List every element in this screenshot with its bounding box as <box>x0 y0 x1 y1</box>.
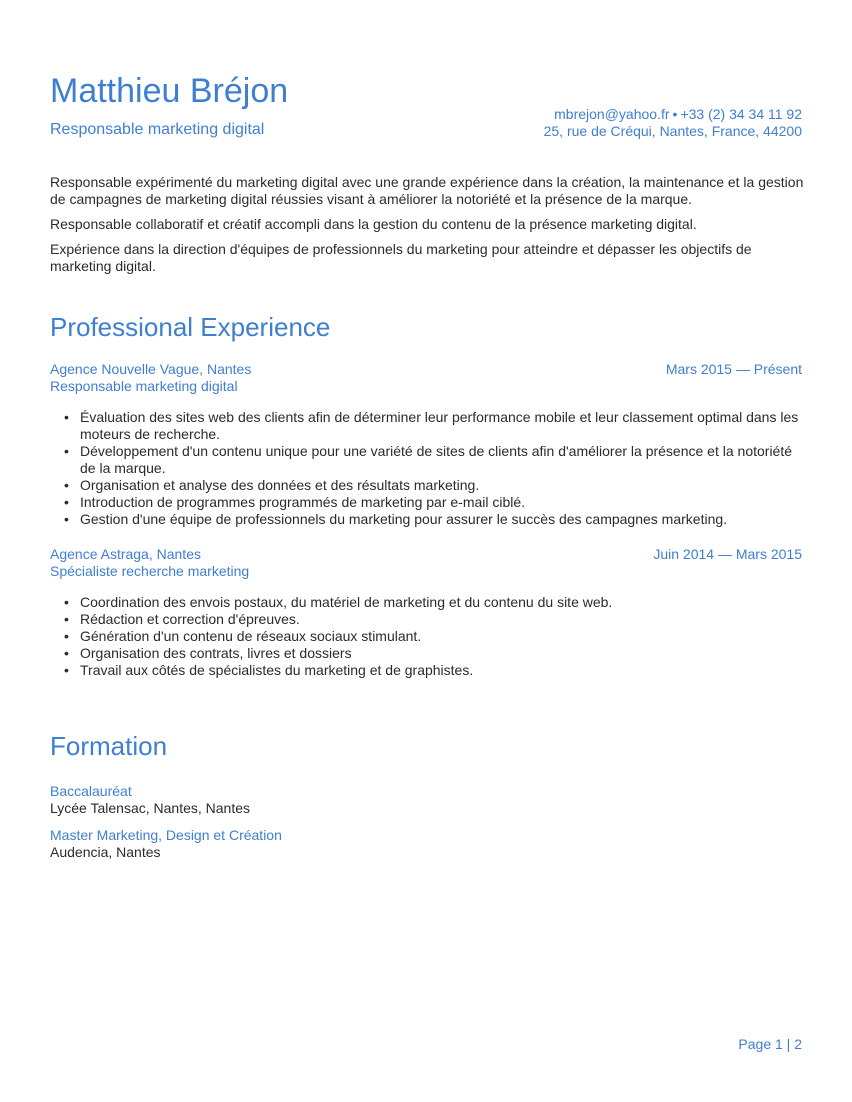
job-bullet <box>64 494 802 511</box>
job-bullet <box>64 409 802 443</box>
job-bullet-text: Rédaction et correction d'épreuves. <box>80 611 300 627</box>
summary-paragraph: Expérience dans la direction d'équipes de professionnels du marketing pour atteindre et dépasser les objectifs de marketing digital. <box>50 241 752 274</box>
bullet-icon: • <box>64 443 69 459</box>
job-bullet <box>64 594 802 611</box>
job-bullet-text: Organisation des contrats, livres et dossiers <box>80 645 352 661</box>
job-bullet <box>64 443 802 477</box>
summary-paragraph: Responsable collaboratif et créatif accompli dans la gestion du contenu de la présence marketing digital. <box>50 216 697 232</box>
education-entry <box>50 827 282 861</box>
bullet-icon: • <box>64 645 69 661</box>
job-bullet-text: Travail aux côtés de spécialistes du marketing et de graphistes. <box>80 662 474 678</box>
contact-address: 25, rue de Créqui, Nantes, France, 44200 <box>543 123 802 139</box>
job-bullet-text: Organisation et analyse des données et des résultats marketing. <box>80 477 480 493</box>
bullet-icon: • <box>64 662 69 678</box>
experience-heading: Professional Experience <box>50 312 331 342</box>
job-bullet <box>64 645 802 662</box>
job-bullet <box>64 611 802 628</box>
candidate-title: Responsable marketing digital <box>50 121 265 138</box>
job-role: Responsable marketing digital <box>50 378 238 394</box>
job-bullet <box>64 662 802 679</box>
job-bullet <box>64 628 802 645</box>
job-bullet <box>64 511 802 528</box>
education-school: Lycée Talensac, Nantes, Nantes <box>50 800 251 816</box>
job-company: Agence Nouvelle Vague, Nantes <box>50 361 252 377</box>
bullet-icon: • <box>64 477 69 493</box>
contact-email[interactable]: mbrejon@yahoo.fr <box>554 106 670 122</box>
job-bullet-text: Gestion d'une équipe de professionnels du marketing pour assurer le succès des campagnes marketing. <box>80 511 728 527</box>
bullet-icon: • <box>64 611 69 627</box>
contact-line-1 <box>544 106 802 123</box>
bullet-icon: • <box>64 494 69 510</box>
job-company: Agence Astraga, Nantes <box>50 546 201 562</box>
job-bullet-text: Introduction de programmes programmés de marketing par e-mail ciblé. <box>80 494 526 510</box>
job-dates: Mars 2015 — Présent <box>665 361 802 377</box>
education-degree: Master Marketing, Design et Création <box>50 827 282 843</box>
profile-summary <box>50 174 805 283</box>
bullet-icon: • <box>64 628 69 644</box>
education-school: Audencia, Nantes <box>50 844 161 860</box>
page-number: Page 1 | 2 <box>738 1036 802 1052</box>
contact-separator: • <box>672 106 678 122</box>
bullet-icon: • <box>64 594 69 610</box>
job-bullet-list <box>50 594 802 679</box>
education-heading: Formation <box>50 731 168 761</box>
bullet-icon: • <box>64 409 69 425</box>
job-bullet-list <box>50 409 802 528</box>
education-entry <box>50 783 250 817</box>
bullet-icon: • <box>64 511 69 527</box>
job-role: Spécialiste recherche marketing <box>50 563 250 579</box>
job-entry <box>50 361 802 528</box>
job-header <box>50 361 802 395</box>
job-bullet-text: Développement d'un contenu unique pour une variété de sites de clients afin d'améliorer la présence et la notoriété de la marque. <box>80 443 793 476</box>
job-bullet-text: Génération d'un contenu de réseaux sociaux stimulant. <box>80 628 422 644</box>
job-bullet-text: Coordination des envois postaux, du matériel de marketing et du contenu du site web. <box>80 594 613 610</box>
summary-paragraph: Responsable expérimenté du marketing digital avec une grande expérience dans la création, la maintenance et la gestion de campagnes de marketing digital réussies visant à améliorer la notoriété et la présence de la marque. <box>50 174 804 207</box>
education-degree: Baccalauréat <box>50 783 132 799</box>
job-header <box>50 546 802 580</box>
job-bullet <box>64 477 802 494</box>
contact-phone[interactable]: +33 (2) 34 34 11 92 <box>680 106 802 122</box>
job-dates: Juin 2014 — Mars 2015 <box>653 546 802 562</box>
contact-block <box>544 106 802 140</box>
job-entry <box>50 546 802 679</box>
candidate-name: Matthieu Bréjon <box>50 72 289 110</box>
job-bullet-text: Évaluation des sites web des clients afin de déterminer leur performance mobile et leur classement optimal dans les moteurs de recherche. <box>80 409 799 442</box>
